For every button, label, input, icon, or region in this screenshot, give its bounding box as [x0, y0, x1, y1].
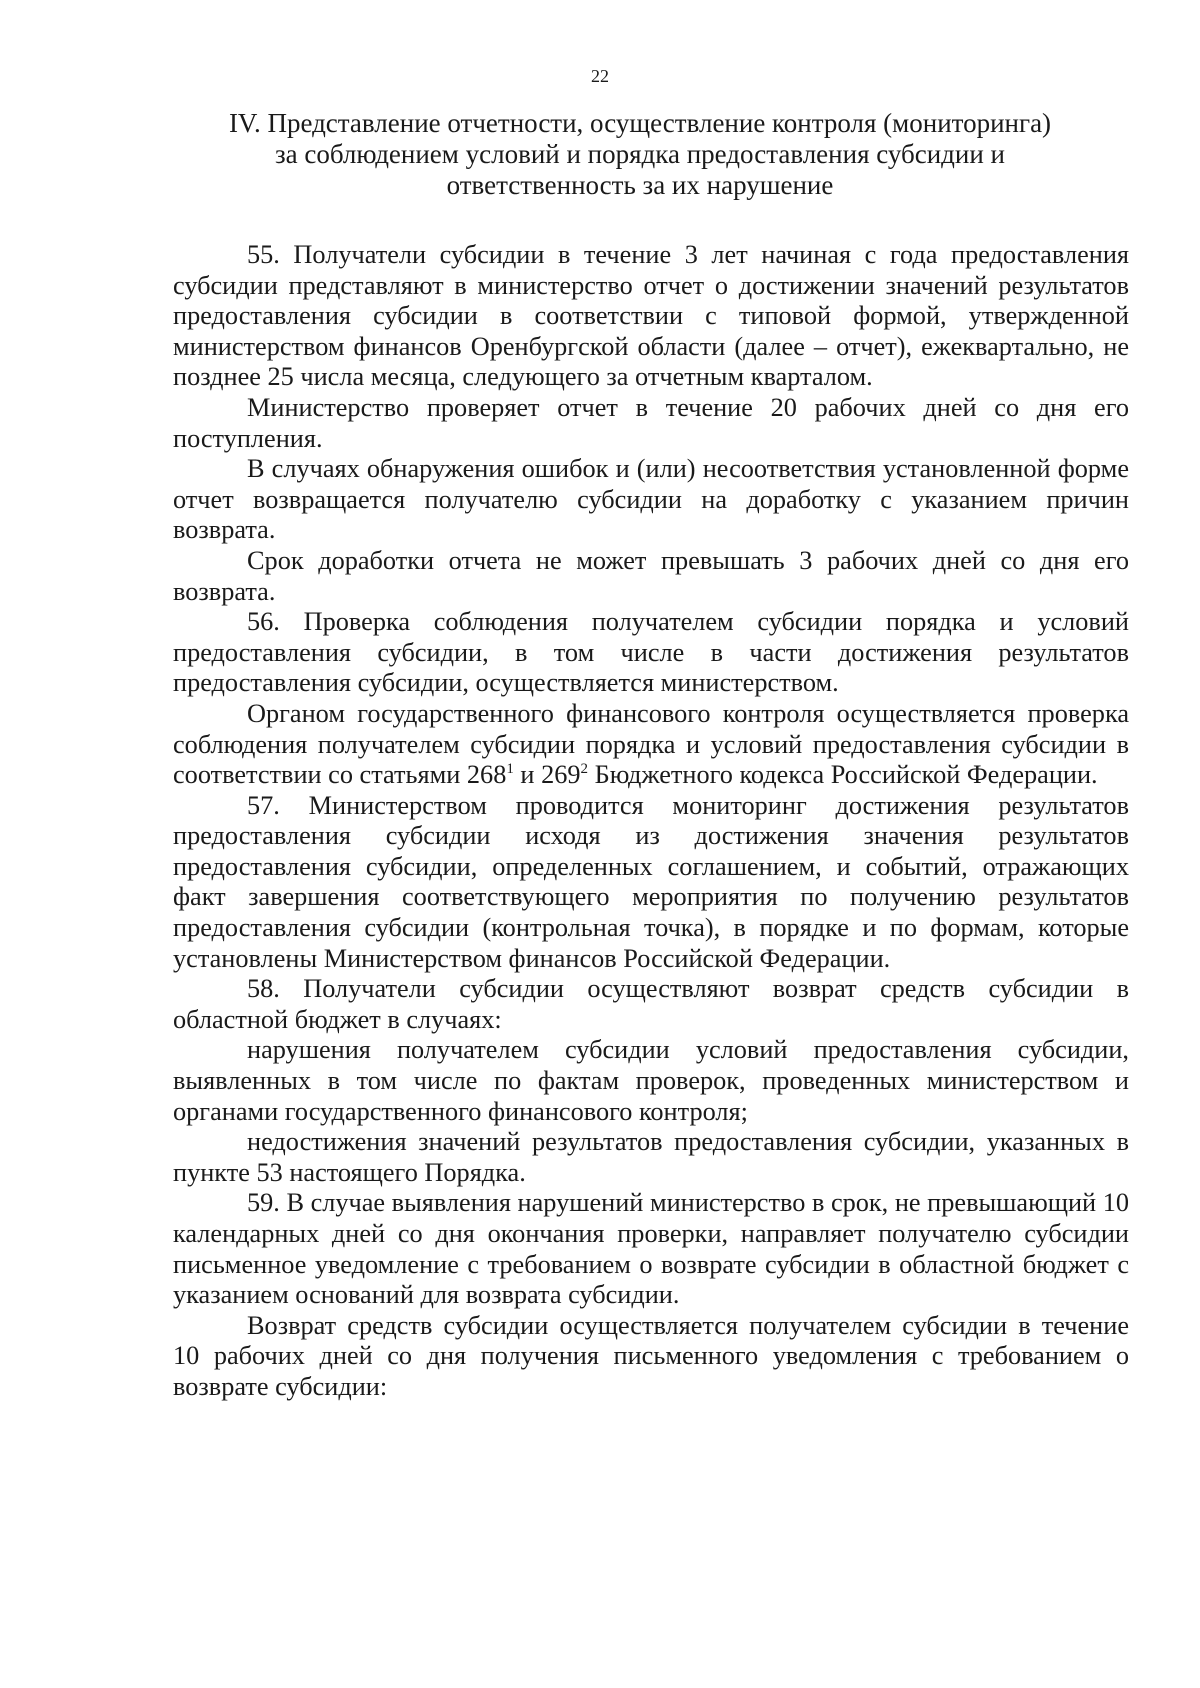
document-body [173, 240, 1129, 1403]
section-heading-line-3: ответственность за их нарушение [446, 170, 834, 200]
paragraph-56-control-text-1: Органом государственного финансового контроля осуществляется проверка соблюдения получателем субсидии порядка и условий предоставления субсидии в соответствии со статьями 268 [173, 698, 1129, 790]
paragraph-56: 56. Проверка соблюдения получателем субсидии порядка и условий предоставления субсидии, в том числе в части достижения результатов предоставления субсидии, осуществляется министерством. [173, 607, 1129, 698]
paragraph-55-check: Министерство проверяет отчет в течение 20 рабочих дней со дня его поступления. [173, 392, 1129, 453]
paragraph-56-control-text-3: Бюджетного кодекса Российской Федерации. [588, 760, 1098, 790]
paragraph-57: 57. Министерством проводится мониторинг достижения результатов предоставления субсидии исходя из достижения значения результатов предоставления субсидии, определенных соглашением, и событий, отражающих факт завершения соответствующего мероприятия по получению результатов предоставления субсидии (контрольная точка), в порядке и по формам, которые установлены Министерством финансов Российской Федерации. [173, 790, 1129, 973]
superscript-1: 1 [506, 761, 514, 778]
paragraph-55-term: Срок доработки отчета не может превышать 3 рабочих дней со дня его возврата. [173, 545, 1129, 606]
paragraph-58: 58. Получатели субсидии осуществляют возврат средств субсидии в областной бюджет в случаях: [173, 974, 1129, 1034]
paragraph-56-control-text-2: и 269 [513, 760, 581, 790]
paragraph-55-errors: В случаях обнаружения ошибок и (или) несоответствия установленной форме отчет возвращается получателю субсидии на доработку с указанием причин возврата. [173, 454, 1129, 545]
paragraph-59: 59. В случае выявления нарушений министерство в срок, не превышающий 10 календарных дней со дня окончания проверки, направляет получателю субсидии письменное уведомление с требованием о возврате субсидии в областной бюджет с указанием оснований для возврата субсидии. [173, 1188, 1129, 1310]
paragraph-55: 55. Получатели субсидии в течение 3 лет начиная с года предоставления субсидии представляют в министерство отчет о достижении значений результатов предоставления субсидии в соответствии с типовой формой, утвержденной министерством финансов Оренбургской области (далее – отчет), ежеквартально, не позднее 25 числа месяца, следующего за отчетным кварталом. [173, 240, 1129, 392]
section-heading [160, 108, 1120, 201]
paragraph-58-nonachievement: недостижения значений результатов предоставления субсидии, указанных в пункте 53 настоящего Порядка. [173, 1127, 1129, 1187]
section-heading-line-2: за соблюдением условий и порядка предоставления субсидии и [274, 139, 1006, 169]
page-number: 22 [591, 66, 609, 86]
section-heading-line-1: IV. Представление отчетности, осуществление контроля (мониторинга) [228, 108, 1052, 138]
superscript-2: 2 [580, 761, 589, 778]
paragraph-59-return: Возврат средств субсидии осуществляется получателем субсидии в течение 10 рабочих дней со дня получения письменного уведомления с требованием о возврате субсидии: [173, 1310, 1129, 1401]
paragraph-56-control [173, 699, 1129, 791]
paragraph-58-violation: нарушения получателем субсидии условий предоставления субсидии, выявленных в том числе по фактам проверок, проведенных министерством и органами государственного финансового контроля; [173, 1035, 1129, 1126]
